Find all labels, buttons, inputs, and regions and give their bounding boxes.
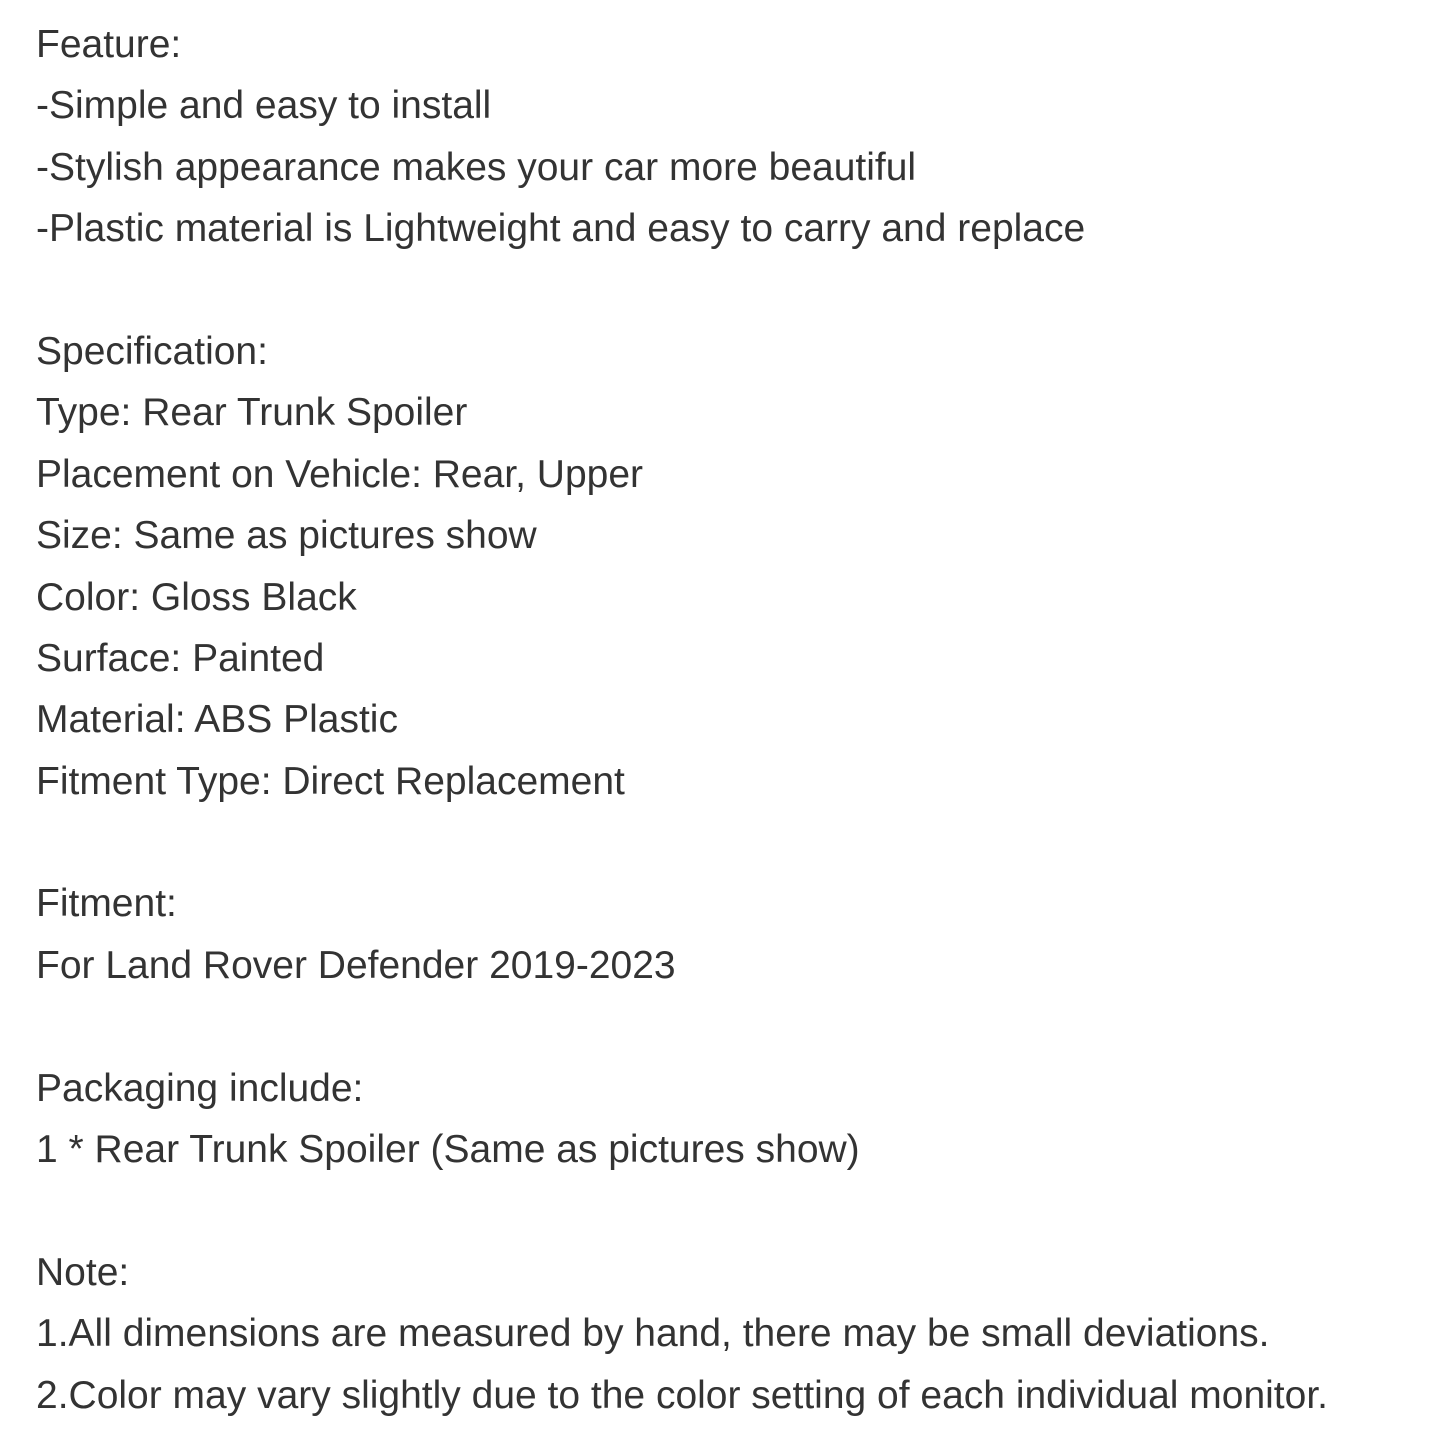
note-item: 1.All dimensions are measured by hand, there may be small deviations. [36, 1312, 1270, 1356]
feature-item: -Stylish appearance makes your car more beautiful [36, 145, 917, 189]
specification-section [36, 321, 1436, 812]
spec-type: Type: Rear Trunk Spoiler [36, 391, 468, 435]
spec-size: Size: Same as pictures show [36, 514, 537, 558]
product-description [36, 14, 1436, 1426]
packaging-heading: Packaging include: [36, 1066, 364, 1110]
spec-material: Material: ABS Plastic [36, 698, 398, 742]
fitment-item: For Land Rover Defender 2019-2023 [36, 943, 676, 987]
section-spacer [36, 996, 1436, 1057]
feature-heading: Feature: [36, 23, 182, 66]
feature-item: -Simple and easy to install [36, 84, 492, 128]
spec-surface: Surface: Painted [36, 636, 325, 680]
section-spacer [36, 1180, 1436, 1241]
spec-placement: Placement on Vehicle: Rear, Upper [36, 452, 644, 496]
fitment-heading: Fitment: [36, 882, 177, 926]
note-item: 2.Color may vary slightly due to the color setting of each individual monitor. [36, 1373, 1328, 1417]
spec-fitment-type: Fitment Type: Direct Replacement [36, 759, 625, 803]
note-heading: Note: [36, 1250, 130, 1294]
note-section [36, 1242, 1436, 1426]
section-spacer [36, 260, 1436, 321]
feature-item: -Plastic material is Lightweight and easy to carry and replace [36, 207, 1086, 251]
feature-section [36, 14, 1436, 260]
fitment-section [36, 873, 1436, 996]
packaging-item: 1 * Rear Trunk Spoiler (Same as pictures show) [36, 1128, 860, 1172]
specification-heading: Specification: [36, 329, 268, 373]
packaging-section [36, 1058, 1436, 1181]
section-spacer [36, 812, 1436, 873]
spec-color: Color: Gloss Black [36, 575, 357, 619]
